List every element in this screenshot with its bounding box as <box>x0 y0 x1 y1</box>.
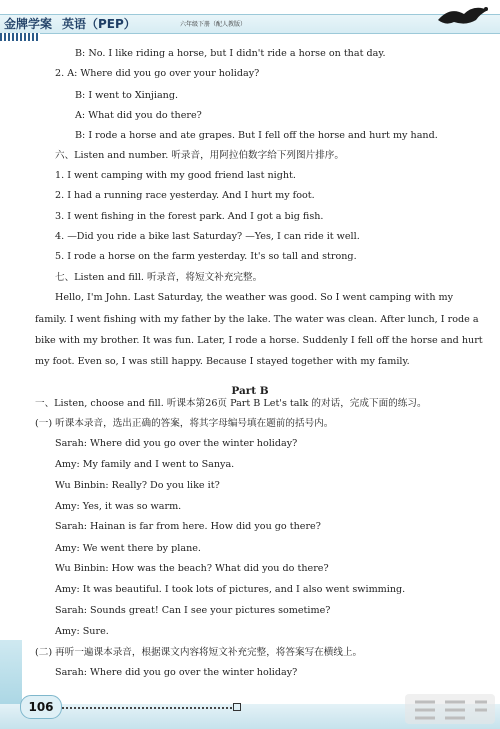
footer-square-marker <box>233 703 241 711</box>
text-line: Amy: My family and I went to Sanya. <box>55 459 235 470</box>
bird-decoration-icon <box>430 0 500 34</box>
text-line: A: What did you do there? <box>75 110 202 121</box>
part-b-title: Part B <box>231 385 269 397</box>
book-title-text: 金牌学案 <box>4 17 53 31</box>
watermark-logo-icon <box>400 690 500 729</box>
subject-text: 英语（PEP） <box>62 17 136 31</box>
text-line: Sarah: Where did you go over the winter holiday? <box>55 438 298 449</box>
text-line: 七、Listen and fill. 听录音，将短文补充完整。 <box>55 272 263 283</box>
text-line: (一) 听课本录音，选出正确的答案，将其字母编号填在题前的括号内。 <box>35 418 334 429</box>
text-line: 5. I rode a horse on the farm yesterday. It's so tall and strong. <box>55 251 357 262</box>
text-line: 4. —Did you ride a bike last Saturday? —Yes, I can ride it well. <box>55 231 360 242</box>
text-line: 1. I went camping with my good friend last night. <box>55 170 296 181</box>
page-number: 106 <box>20 695 62 719</box>
text-line: 2. I had a running race yesterday. And I hurt my foot. <box>55 190 315 201</box>
text-line: Sarah: Hainan is far from here. How did you go there? <box>55 521 321 532</box>
text-line: 2. A: Where did you go over your holiday? <box>55 68 260 79</box>
text-line: Amy: Yes, it was so warm. <box>55 501 182 512</box>
book-title <box>4 15 136 32</box>
text-line: Sarah: Where did you go over the winter holiday? <box>55 667 298 678</box>
text-line: 一、Listen, choose and fill. 听课本第26页 Part B Let's talk 的对话，完成下面的练习。 <box>35 398 427 409</box>
text-line: B: I went to Xinjiang. <box>75 90 179 101</box>
header-stripes <box>0 33 40 41</box>
text-line: Amy: We went there by plane. <box>55 543 201 554</box>
text-line: family. I went fishing with my father by the lake. The water was clean. After lunch, I rode a <box>35 314 479 325</box>
text-line: Sarah: Sounds great! Can I see your pictures sometime? <box>55 605 331 616</box>
text-line: (二) 再听一遍课本录音，根据课文内容将短文补充完整，将答案写在横线上。 <box>35 647 363 658</box>
text-line: Hello, I'm John. Last Saturday, the weather was good. So I went camping with my <box>55 292 454 303</box>
footer-dotted-line <box>62 707 232 709</box>
grade-text: 六年级下册（配人教版） <box>180 21 247 28</box>
text-line: B: I rode a horse and ate grapes. But I fell off the horse and hurt my hand. <box>75 130 438 141</box>
text-line: 3. I went fishing in the forest park. And I got a big fish. <box>55 211 324 222</box>
text-line: bike with my brother. It was fun. Later, I rode a horse. Suddenly I fell off the horse and hurt <box>35 335 483 346</box>
text-line: 六、Listen and number. 听录音，用阿拉伯数字给下列图片排序。 <box>55 150 344 161</box>
text-line: B: No. I like riding a horse, but I didn't ride a horse on that day. <box>75 48 386 59</box>
text-line: Amy: It was beautiful. I took lots of pictures, and I also went swimming. <box>55 584 406 595</box>
text-line: Wu Binbin: Really? Do you like it? <box>55 480 220 491</box>
page-header <box>0 0 500 42</box>
text-line: Amy: Sure. <box>55 626 109 637</box>
text-line: Wu Binbin: How was the beach? What did you do there? <box>55 563 329 574</box>
text-line: my foot. Even so, I was still happy. Because I stayed together with my family. <box>35 356 410 367</box>
